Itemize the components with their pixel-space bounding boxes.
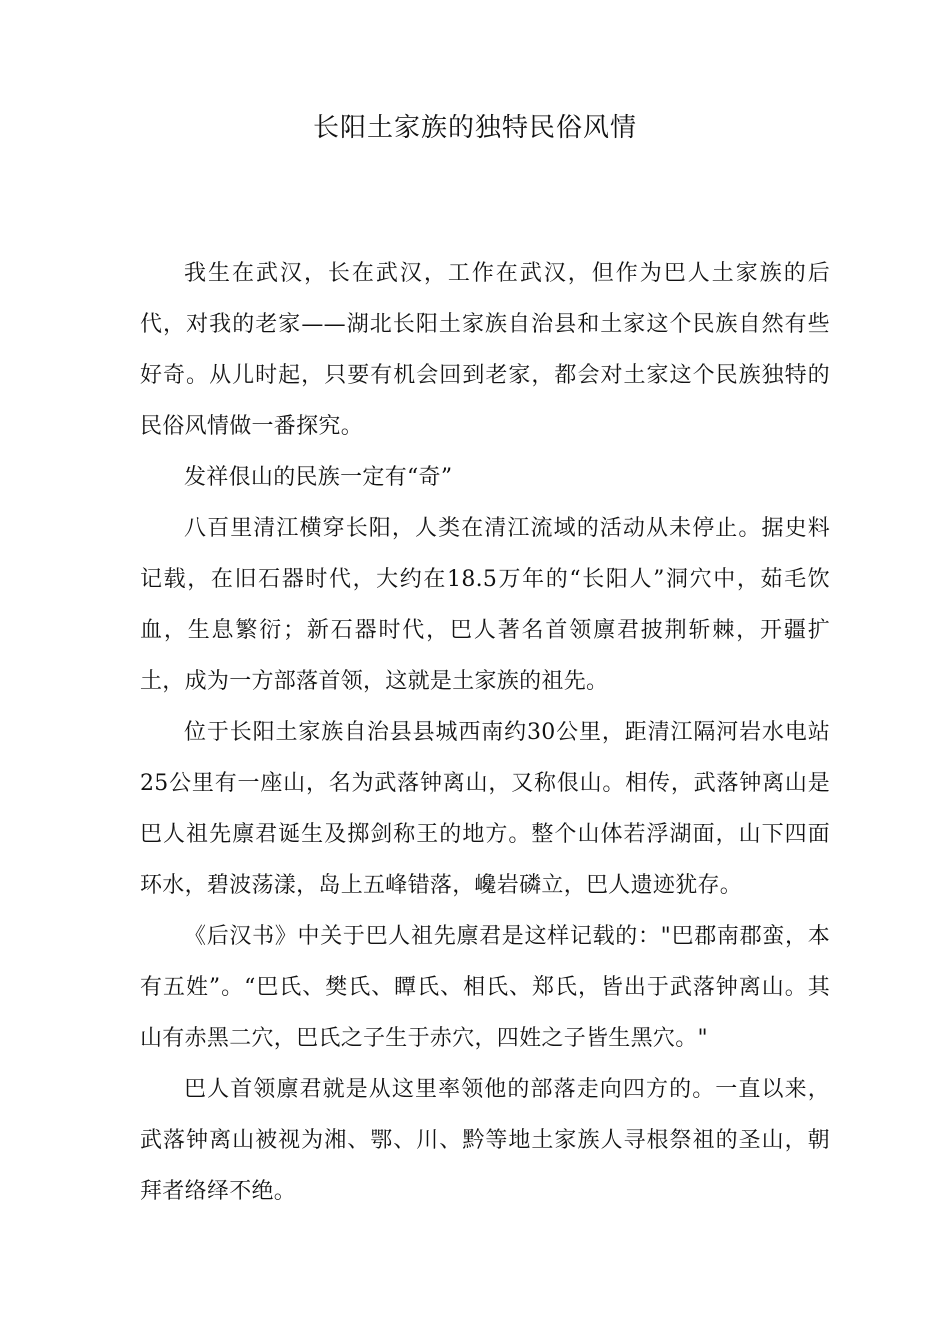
- document-title: 长阳土家族的独特民俗风情: [312, 113, 637, 143]
- section-heading: 发祥佷山的民族一定有“奇”: [184, 465, 453, 490]
- paragraph-qingjiang: 八百里清江横穿长阳，人类在清江流域的活动从未停止。据史料记载，在旧石器时代，大约在18.5万年的“长阳人”洞穴中，茹毛饮血，生息繁衍；新石器时代，巴人著名首领廪君披荆斩棘，开疆扩土，成为一方部落首领，这就是土家族的祖先。: [140, 516, 830, 694]
- document-body: [140, 248, 830, 1217]
- paragraph-intro: 我生在武汉，长在武汉，工作在武汉，但作为巴人土家族的后代，对我的老家——湖北长阳土家族自治县和土家这个民族自然有些好奇。从儿时起，只要有机会回到老家，都会对土家这个民族独特的民俗风情做一番探究。: [140, 261, 830, 439]
- paragraph-pilgrimage: 巴人首领廪君就是从这里率领他的部落走向四方的。一直以来，武落钟离山被视为湘、鄂、川、黔等地土家族人寻根祭祖的圣山，朝拜者络绎不绝。: [140, 1077, 830, 1204]
- paragraph-wuluo-mountain: 位于长阳土家族自治县县城西南约30公里，距清江隔河岩水电站25公里有一座山，名为武落钟离山，又称佷山。相传，武落钟离山是巴人祖先廪君诞生及掷剑称王的地方。整个山体若浮湖面，山下四面环水，碧波荡漾，岛上五峰错落，巉岩磷立，巴人遗迹犹存。: [140, 720, 830, 898]
- paragraph-houhanshu: 《后汉书》中关于巴人祖先廪君是这样记载的："巴郡南郡蛮，本有五姓”。“巴氏、樊氏、瞫氏、相氏、郑氏，皆出于武落钟离山。其山有赤黑二穴，巴氏之子生于赤穴，四姓之子皆生黑穴。": [140, 924, 830, 1051]
